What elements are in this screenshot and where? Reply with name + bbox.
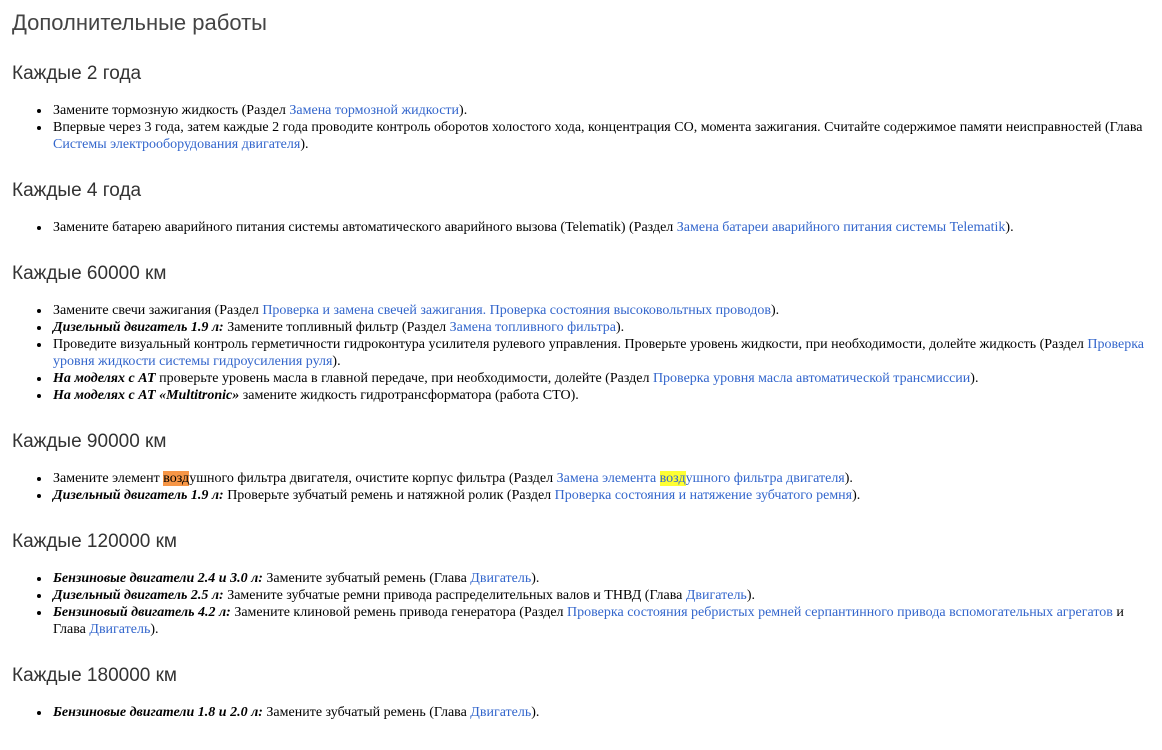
item-text: Замените батарею аварийного питания системы автоматического аварийного вызова (Telematik) (Раздел [53, 220, 677, 235]
item-text: ). [332, 354, 341, 369]
list-item [53, 102, 1162, 119]
item-text: ). [746, 588, 755, 603]
item-text: ). [844, 471, 853, 486]
section-link[interactable] [557, 471, 845, 486]
section-link[interactable]: Проверка состояния и натяжение зубчатого ремня [554, 488, 853, 503]
item-text: ). [459, 103, 468, 118]
list-item [53, 219, 1162, 236]
item-list [0, 219, 1162, 236]
section-every-120000-km [0, 530, 1162, 638]
item-text: замените жидкость гидротрансформатора (работа СТО). [239, 388, 579, 403]
item-text: Проверьте зубчатый ремень и натяжной ролик (Раздел [223, 488, 555, 503]
item-text: Замените топливный фильтр (Раздел [223, 320, 450, 335]
page-title: Дополнительные работы [12, 10, 267, 35]
item-text: Замените элемент [53, 471, 164, 486]
list-item [53, 470, 1162, 487]
item-list [0, 704, 1162, 721]
list-item [53, 319, 1162, 336]
item-text: Замените зубчатый ремень (Глава [262, 571, 471, 586]
item-text: Замените зубчатый ремень (Глава [262, 705, 471, 720]
section-link[interactable]: Проверка уровня масла автоматической трансмиссии [652, 371, 971, 386]
link-text: ушного фильтра двигателя [685, 471, 845, 486]
item-text: и Глава [53, 605, 1124, 637]
item-label: Бензиновые двигатели 1.8 и 2.0 л: [53, 705, 263, 720]
section-heading: Каждые 2 года [12, 63, 142, 84]
list-item [53, 370, 1162, 387]
section-link[interactable]: Проверка состояния ребристых ремней серпантинного привода вспомогательных агрегатов [567, 605, 1113, 620]
list-item [53, 587, 1162, 604]
link-text: Замена элемента [556, 471, 660, 486]
item-text: Замените зубчатые ремни привода распределительных валов и ТНВД (Глава [223, 588, 686, 603]
item-text: ). [150, 622, 159, 637]
list-item [53, 336, 1162, 370]
section-link[interactable]: Замена топливного фильтра [449, 320, 616, 335]
item-list [0, 302, 1162, 404]
section-link[interactable]: Замена тормозной жидкости [289, 103, 460, 118]
item-text: ). [531, 571, 540, 586]
item-text: Впервые через 3 года, затем каждые 2 года проводите контроль оборотов холостого хода, концентрация CO, момента зажигания. Считайте содержимое памяти неисправностей (Глава [53, 120, 1143, 135]
section-link[interactable]: Замена батареи аварийного питания системы Telematik [676, 220, 1006, 235]
chapter-link[interactable]: Системы электрооборудования двигателя [53, 137, 301, 152]
item-text: ). [1005, 220, 1014, 235]
item-text: ). [770, 303, 780, 318]
item-label: На моделях с АТ «Multitronic» [53, 388, 240, 403]
item-label: Дизельный двигатель 1.9 л: [53, 488, 224, 503]
item-text: Замените свечи зажигания (Раздел [53, 303, 263, 318]
list-item [53, 302, 1162, 319]
section-every-180000-km [0, 664, 1162, 721]
list-item [53, 487, 1162, 504]
chapter-link[interactable]: Двигатель [89, 622, 151, 637]
item-list [0, 570, 1162, 638]
section-every-4-years [0, 179, 1162, 236]
search-highlight-current: возд [163, 471, 190, 486]
section-heading: Каждые 180000 км [12, 665, 177, 686]
section-every-60000-km [0, 262, 1162, 404]
list-item [53, 604, 1162, 638]
search-highlight: возд [659, 471, 686, 486]
section-heading: Каждые 60000 км [12, 263, 167, 284]
item-label: Бензиновые двигатели 2.4 и 3.0 л: [53, 571, 263, 586]
chapter-link[interactable]: Двигатель [685, 588, 747, 603]
list-item [53, 119, 1162, 153]
chapter-link[interactable]: Двигатель [470, 705, 532, 720]
section-link[interactable]: Проверка и замена свечей зажигания. Проверка состояния высоковольтных проводов [262, 303, 771, 318]
item-label: Дизельный двигатель 1.9 л: [53, 320, 224, 335]
item-text: ). [970, 371, 979, 386]
item-text: Замените клиновой ремень привода генератора (Раздел [230, 605, 568, 620]
item-text: ушного фильтра двигателя, очистите корпус фильтра (Раздел [189, 471, 557, 486]
section-heading: Каждые 90000 км [12, 431, 167, 452]
list-item [53, 387, 1162, 404]
item-list [0, 470, 1162, 504]
list-item [53, 704, 1162, 721]
section-heading: Каждые 4 года [12, 180, 142, 201]
item-list [0, 102, 1162, 153]
list-item [53, 570, 1162, 587]
item-text: ). [852, 488, 861, 503]
item-label: На моделях с АТ [53, 371, 156, 386]
item-text: проверьте уровень масла в главной передаче, при необходимости, долейте (Раздел [155, 371, 653, 386]
section-every-2-years [0, 62, 1162, 153]
item-text: ). [300, 137, 309, 152]
section-heading: Каждые 120000 км [12, 531, 177, 552]
item-text: ). [531, 705, 540, 720]
item-label: Бензиновый двигатель 4.2 л: [53, 605, 231, 620]
section-every-90000-km [0, 430, 1162, 504]
chapter-link[interactable]: Двигатель [470, 571, 532, 586]
item-text: Проведите визуальный контроль герметичности гидроконтура усилителя рулевого управления. Проверьте уровень жидкости, при необходимости, долейте жидкость (Раздел [53, 337, 1088, 352]
section-link[interactable]: Проверка уровня жидкости системы гидроусиления руля [53, 337, 1144, 369]
item-text: ). [615, 320, 625, 335]
item-text: Замените тормозную жидкость (Раздел [53, 103, 290, 118]
item-label: Дизельный двигатель 2.5 л: [53, 588, 224, 603]
